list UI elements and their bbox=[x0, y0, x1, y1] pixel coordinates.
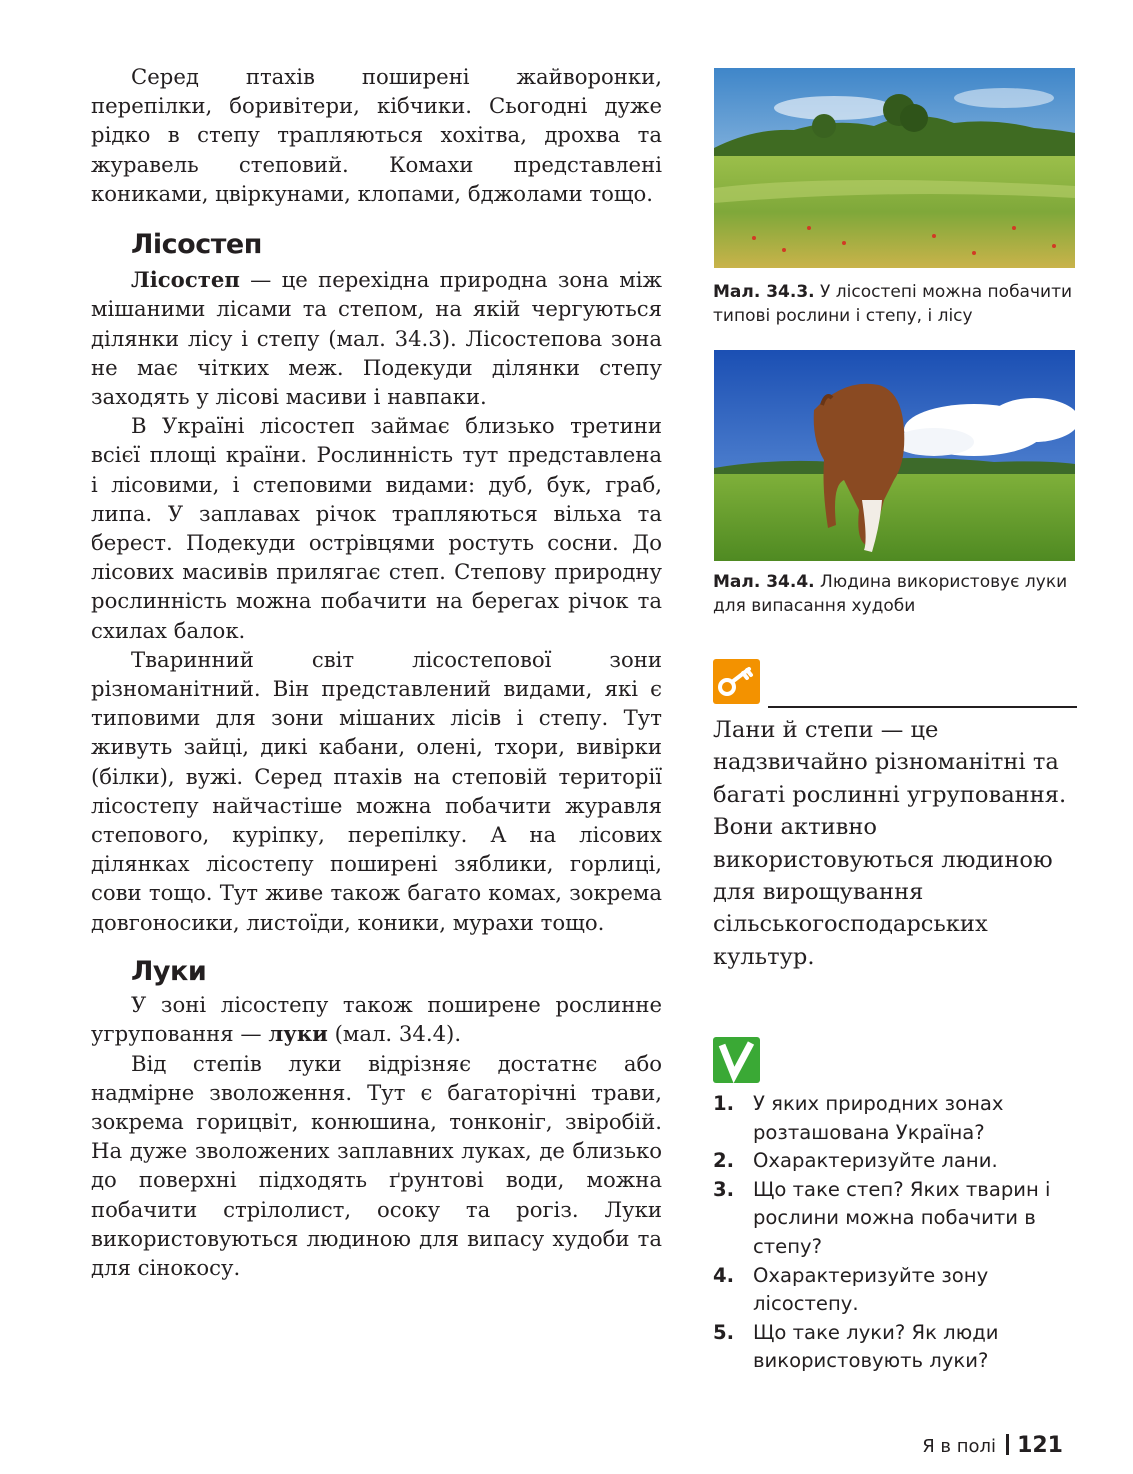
question-item: 2. Охарактеризуйте лани. bbox=[713, 1149, 998, 1173]
grazing-horse-illustration bbox=[714, 350, 1075, 561]
paragraph-luky-intro: У зоні лісостепу також поширене рослинне угруповання — луки (мал. 34.4). bbox=[91, 992, 662, 1047]
paragraph-luky-description: Від степів луки відрізняє достатнє або надмірне зволоження. Тут є багаторічні трави, зокрема горицвіт, конюшина, тонконіг, звіробій. На дуже зволожених заплавних луках, де близько до поверхні підходять ґрунтові води, можна побачити стрілолист, осоку та рогіз. Луки використовуються людиною для випасу худоби та для сінокосу. bbox=[91, 1050, 662, 1280]
key-icon bbox=[713, 659, 760, 704]
checkmark-icon bbox=[713, 1037, 760, 1083]
term-luky: луки bbox=[268, 1021, 328, 1047]
figure-caption-34-3: Мал. 34.3. У лісостепі можна побачити типові рослини і степу, і лісу bbox=[713, 282, 1073, 326]
paragraph-birds: Серед птахів поширені жайворонки, перепілки, боривітери, кібчики. Сьогодні дуже рідко в степу трапляються хохітва, дрохва та журавель степовий. Комахи представлені кониками, цвіркунами, клопами, бджолами тощо. bbox=[91, 64, 662, 206]
figure-caption-34-4: Мал. 34.4. Людина використовує луки для випасання худоби bbox=[713, 572, 1068, 616]
question-item: 1. У яких природних зонах розташована Україна? bbox=[713, 1092, 1004, 1144]
section-title: Я в полі bbox=[922, 1436, 997, 1457]
question-item: 4. Охарактеризуйте зону лісостепу. bbox=[713, 1263, 989, 1316]
main-text-column bbox=[91, 62, 662, 1282]
term-lisostep: Лісостеп bbox=[131, 267, 240, 293]
forest-steppe-illustration bbox=[714, 68, 1075, 268]
footer-divider bbox=[1006, 1434, 1009, 1455]
key-note-text: Лани й степи — це надзвичайно різноманітні та багаті рослинні угруповання. Вони активно використовуються людиною для вирощування сільськогосподарських культур. bbox=[713, 717, 1067, 970]
paragraph-lisostep-definition: Лісостеп — це перехідна природна зона між мішаними лісами та степом, на якій чергуються ділянки лісу і степу (мал. 34.3). Лісостепова зона не має чітких меж. Подекуди ділянки степу заходять у лісові масиви і навпаки. bbox=[91, 267, 662, 410]
review-questions bbox=[713, 1090, 1083, 1376]
paragraph-lisostep-vegetation: В Україні лісостеп займає близько третини всієї площі країни. Рослинність тут представлена і лісовими, і степовими видами: дуб, бук, граб, липа. У заплавах річок трапляються вільха та берест. Подекуди острівцями ростуть сосни. До лісових масивів прилягає степ. Степову природну рослинність можна побачити на берегах річок та схилах балок. bbox=[91, 413, 662, 643]
heading-lisostep: Лісостеп bbox=[131, 229, 262, 261]
forest-steppe-photo bbox=[714, 68, 1075, 268]
key-note-rule bbox=[768, 706, 1077, 708]
question-item: 3. Що таке степ? Яких тварин і рослини можна побачити в степу? bbox=[713, 1177, 1051, 1258]
heading-luky: Луки bbox=[131, 955, 207, 987]
page-number: 121 bbox=[1017, 1433, 1063, 1458]
paragraph-lisostep-animals: Тваринний світ лісостепової зони різноманітний. Він представлений видами, які є типовими для зони мішаних лісів і степу. Тут живуть зайці, дикі кабани, олені, тхори, вивірки (білки), вужі. Серед птахів на степовій території лісостепу найчастіше можна побачити журавля степового, куріпку, перепілку. А на лісових ділянках лісостепу поширені зяблики, горлиці, сови тощо. Тут живе також багато комах, зокрема довгоносики, листоїди, коники, мурахи тощо. bbox=[91, 646, 662, 935]
question-item: 5. Що таке луки? Як люди використовують луки? bbox=[713, 1320, 999, 1373]
grazing-horse-photo bbox=[714, 350, 1075, 561]
page-footer bbox=[922, 1432, 1063, 1461]
